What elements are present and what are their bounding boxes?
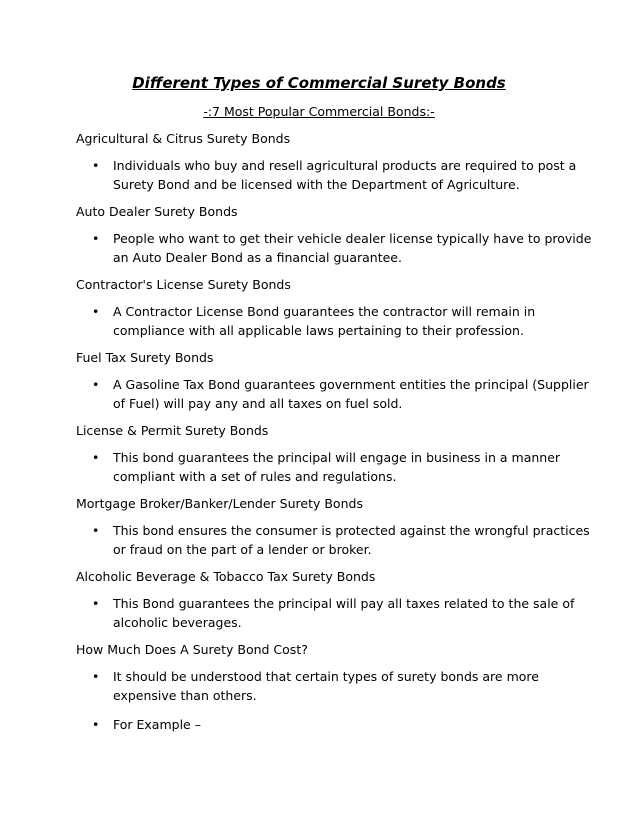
list-item [76, 156, 596, 194]
list-item [76, 375, 596, 413]
list-item-text: People who want to get their vehicle dealer license typically have to provide an Auto Dealer Bond as a financial guarantee. [113, 231, 592, 265]
list-item-text: Individuals who buy and resell agricultural products are required to post a Surety Bond and be licensed with the Department of Agriculture. [113, 158, 577, 192]
list-item [76, 229, 596, 267]
list-item-text: It should be understood that certain types of surety bonds are more expensive than others. [113, 669, 539, 703]
list-item-text: This bond guarantees the principal will engage in business in a manner compliant with a set of rules and regulations. [113, 450, 561, 484]
section-heading: How Much Does A Surety Bond Cost? [76, 642, 308, 657]
list-item-text: For Example – [113, 717, 201, 732]
bullet-icon: • [92, 450, 100, 465]
bullet-list [76, 667, 596, 734]
bullet-icon: • [92, 669, 100, 684]
list-item-text: A Contractor License Bond guarantees the contractor will remain in compliance with all applicable laws pertaining to their profession. [113, 304, 536, 338]
section-heading: License & Permit Surety Bonds [76, 423, 269, 438]
bullet-list [76, 156, 596, 194]
bullet-list [76, 302, 596, 340]
section-heading: Contractor's License Surety Bonds [76, 277, 291, 292]
section-heading: Fuel Tax Surety Bonds [76, 350, 214, 365]
document-subtitle: -:7 Most Popular Commercial Bonds:- [203, 104, 435, 119]
section-heading: Alcoholic Beverage & Tobacco Tax Surety Bonds [76, 569, 376, 584]
list-item-text: A Gasoline Tax Bond guarantees government entities the principal (Supplier of Fuel) will pay any and all taxes on fuel sold. [113, 377, 589, 411]
document-title: Different Types of Commercial Surety Bonds [132, 74, 506, 92]
bullet-icon: • [92, 304, 100, 319]
bullet-icon: • [92, 158, 100, 173]
list-item [76, 715, 596, 734]
bullet-list [76, 229, 596, 267]
bullet-icon: • [92, 231, 100, 246]
list-item [76, 302, 596, 340]
bullet-icon: • [92, 596, 100, 611]
bullet-list [76, 375, 596, 413]
bullet-icon: • [92, 523, 100, 538]
list-item [76, 521, 596, 559]
bullet-list [76, 594, 596, 632]
list-item [76, 448, 596, 486]
section-heading: Mortgage Broker/Banker/Lender Surety Bonds [76, 496, 363, 511]
section-heading: Agricultural & Citrus Surety Bonds [76, 131, 291, 146]
list-item [76, 594, 596, 632]
bullet-list [76, 521, 596, 559]
document-body [76, 130, 596, 743]
bullet-icon: • [92, 377, 100, 392]
bullet-icon: • [92, 717, 100, 732]
list-item-text: This bond ensures the consumer is protected against the wrongful practices or fraud on the part of a lender or broker. [113, 523, 590, 557]
list-item [76, 667, 596, 705]
bullet-list [76, 448, 596, 486]
list-item-text: This Bond guarantees the principal will pay all taxes related to the sale of alcoholic beverages. [113, 596, 575, 630]
section-heading: Auto Dealer Surety Bonds [76, 204, 238, 219]
